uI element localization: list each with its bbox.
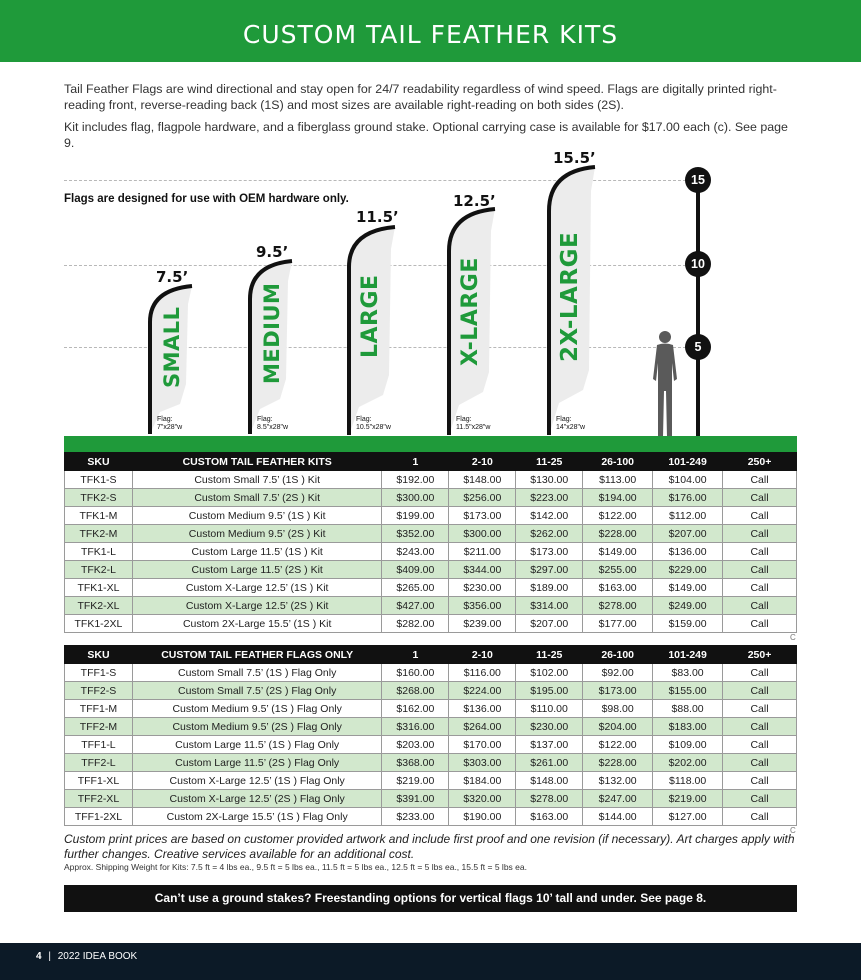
kits-header-row <box>65 453 797 471</box>
price-cell: $104.00 <box>653 471 723 489</box>
sku-cell: TFK2-L <box>65 561 133 579</box>
description-cell: Custom Medium 9.5’ (2S ) Kit <box>132 525 382 543</box>
kits-table-body <box>65 471 797 633</box>
flag-label-x-large: X-LARGE <box>458 257 483 366</box>
price-cell: $356.00 <box>449 597 516 615</box>
description-cell: Custom Large 11.5’ (2S ) Flag Only <box>132 754 382 772</box>
price-cell: $239.00 <box>449 615 516 633</box>
price-cell: $409.00 <box>382 561 449 579</box>
flag-caption-2x-large <box>556 416 585 432</box>
sku-cell: TFK1-L <box>65 543 133 561</box>
price-cell: $368.00 <box>382 754 449 772</box>
page-footer <box>0 943 861 980</box>
price-cell: $230.00 <box>449 579 516 597</box>
price-cell: $219.00 <box>382 772 449 790</box>
footer-separator: | <box>48 951 51 962</box>
price-cell: $116.00 <box>449 664 516 682</box>
kits-column-header-3: 2-10 <box>449 453 516 471</box>
sku-cell: TFF2-L <box>65 754 133 772</box>
price-cell: $224.00 <box>449 682 516 700</box>
kits-table-row <box>65 471 797 489</box>
sku-cell: TFF2-M <box>65 718 133 736</box>
price-cell: $352.00 <box>382 525 449 543</box>
caption-line: Flag: <box>356 416 372 423</box>
description-cell: Custom Large 11.5’ (1S ) Flag Only <box>132 736 382 754</box>
flag-label-small: SMALL <box>160 306 184 388</box>
price-cell: $223.00 <box>516 489 583 507</box>
price-cell: $427.00 <box>382 597 449 615</box>
sku-cell: TFF1-2XL <box>65 808 133 826</box>
price-cell: $219.00 <box>653 790 723 808</box>
description-cell: Custom Medium 9.5’ (2S ) Flag Only <box>132 718 382 736</box>
price-cell: $163.00 <box>583 579 653 597</box>
price-cell: $233.00 <box>382 808 449 826</box>
caption-line: Flag: <box>257 416 273 423</box>
flags-table-row <box>65 754 797 772</box>
flag-label-2x-large: 2X-LARGE <box>557 231 583 362</box>
sku-cell: TFK1-2XL <box>65 615 133 633</box>
kits-column-header-7: 250+ <box>723 453 797 471</box>
price-cell: $110.00 <box>516 700 583 718</box>
price-cell: $113.00 <box>583 471 653 489</box>
price-cell: $261.00 <box>516 754 583 772</box>
sku-cell: TFK2-XL <box>65 597 133 615</box>
footer-text <box>36 951 137 962</box>
price-cell: $207.00 <box>516 615 583 633</box>
price-cell: $229.00 <box>653 561 723 579</box>
price-cell: $176.00 <box>653 489 723 507</box>
caption-dims: 8.5"x28"w <box>257 424 289 431</box>
description-cell: Custom 2X-Large 15.5’ (1S ) Kit <box>132 615 382 633</box>
caption-dims: 10.5"x28"w <box>356 424 391 431</box>
price-cell: $149.00 <box>653 579 723 597</box>
price-cell: Call <box>723 772 797 790</box>
price-cell: $148.00 <box>449 471 516 489</box>
footer-book-title: 2022 IDEA BOOK <box>57 951 138 962</box>
flags-column-header-6: 101-249 <box>653 646 723 664</box>
kits-table-row <box>65 489 797 507</box>
price-cell: $211.00 <box>449 543 516 561</box>
flags-column-header-2: 1 <box>382 646 449 664</box>
price-cell: $303.00 <box>449 754 516 772</box>
flags-table-body <box>65 664 797 826</box>
price-cell: $344.00 <box>449 561 516 579</box>
price-cell: Call <box>723 597 797 615</box>
price-cell: $88.00 <box>653 700 723 718</box>
price-cell: Call <box>723 754 797 772</box>
kits-column-header-1: CUSTOM TAIL FEATHER KITS <box>132 453 382 471</box>
flags-table-row <box>65 718 797 736</box>
price-cell: Call <box>723 700 797 718</box>
flags-table-row <box>65 736 797 754</box>
flags-column-header-0: SKU <box>65 646 133 664</box>
price-cell: $202.00 <box>653 754 723 772</box>
price-cell: Call <box>723 543 797 561</box>
kits-column-header-4: 11-25 <box>516 453 583 471</box>
flags-table-row <box>65 700 797 718</box>
intro-text <box>64 81 794 157</box>
price-cell: Call <box>723 525 797 543</box>
price-cell: $228.00 <box>583 525 653 543</box>
price-cell: $173.00 <box>449 507 516 525</box>
price-cell: $83.00 <box>653 664 723 682</box>
intro-paragraph-2: Kit includes flag, flagpole hardware, and a fiberglass ground stake. Optional carrying case is available for $17.00 each (c). See page 9. <box>64 120 788 150</box>
price-cell: Call <box>723 682 797 700</box>
kits-table-row <box>65 615 797 633</box>
flags-column-header-7: 250+ <box>723 646 797 664</box>
price-cell: $130.00 <box>516 471 583 489</box>
pricing-note: Custom print prices are based on customer provided artwork and include first proof and one revision (if necessary). Art charges apply with further changes. Creative services available for an additional cost. <box>64 832 795 861</box>
description-cell: Custom Small 7.5’ (1S ) Kit <box>132 471 382 489</box>
price-cell: $102.00 <box>516 664 583 682</box>
kits-table-row <box>65 507 797 525</box>
kits-price-table <box>64 452 797 633</box>
description-cell: Custom Small 7.5’ (2S ) Kit <box>132 489 382 507</box>
page-title: CUSTOM TAIL FEATHER KITS <box>242 20 619 49</box>
kits-column-header-5: 26-100 <box>583 453 653 471</box>
description-cell: Custom Small 7.5’ (2S ) Flag Only <box>132 682 382 700</box>
price-cell: $320.00 <box>449 790 516 808</box>
intro-paragraph-1: Tail Feather Flags are wind directional and stay open for 24/7 readability regardless of wind speed. Flags are digitally printed right-reading front, reverse-reading back (1S) and most sizes are available right-reading on both sides (2S). <box>64 82 777 112</box>
price-cell: $160.00 <box>382 664 449 682</box>
price-cell: $184.00 <box>449 772 516 790</box>
sku-cell: TFK2-M <box>65 525 133 543</box>
price-cell: Call <box>723 471 797 489</box>
description-cell: Custom X-Large 12.5’ (2S ) Flag Only <box>132 790 382 808</box>
price-cell: Call <box>723 736 797 754</box>
kits-table-row <box>65 561 797 579</box>
price-cell: $297.00 <box>516 561 583 579</box>
flag-height-x-large: 12.5’ <box>453 192 496 210</box>
flag-label-large: LARGE <box>358 274 383 358</box>
kits-table-row <box>65 543 797 561</box>
price-cell: $256.00 <box>449 489 516 507</box>
scale-marker-5: 5 <box>685 334 711 360</box>
price-cell: $122.00 <box>583 736 653 754</box>
price-cell: $195.00 <box>516 682 583 700</box>
sku-cell: TFF2-S <box>65 682 133 700</box>
price-cell: $278.00 <box>516 790 583 808</box>
price-cell: $268.00 <box>382 682 449 700</box>
flag-height-large: 11.5’ <box>356 208 399 226</box>
price-cell: Call <box>723 561 797 579</box>
price-cell: $255.00 <box>583 561 653 579</box>
caption-line: Flag: <box>157 416 173 423</box>
flags-column-header-3: 2-10 <box>449 646 516 664</box>
caption-dims: 14"x28"w <box>556 424 586 431</box>
page-header <box>0 0 861 62</box>
sku-cell: TFK2-S <box>65 489 133 507</box>
price-cell: Call <box>723 615 797 633</box>
price-cell: $207.00 <box>653 525 723 543</box>
price-cell: $127.00 <box>653 808 723 826</box>
sku-cell: TFF1-XL <box>65 772 133 790</box>
flags-column-header-5: 26-100 <box>583 646 653 664</box>
scale-marker-15: 15 <box>685 167 711 193</box>
ground-bar <box>64 436 797 452</box>
price-cell: Call <box>723 790 797 808</box>
price-cell: $199.00 <box>382 507 449 525</box>
kits-table-row <box>65 597 797 615</box>
scale-marker-10: 10 <box>685 251 711 277</box>
description-cell: Custom Large 11.5’ (2S ) Kit <box>132 561 382 579</box>
flag-caption-small <box>157 416 182 432</box>
price-cell: $278.00 <box>583 597 653 615</box>
price-cell: Call <box>723 489 797 507</box>
scale-pole <box>696 170 700 436</box>
price-cell: $148.00 <box>516 772 583 790</box>
price-cell: $170.00 <box>449 736 516 754</box>
description-cell: Custom Medium 9.5’ (1S ) Kit <box>132 507 382 525</box>
caption-dims: 7"x28"w <box>157 424 183 431</box>
price-cell: $92.00 <box>583 664 653 682</box>
flag-height-medium: 9.5’ <box>256 243 289 261</box>
person-silhouette-icon <box>647 329 683 439</box>
flag-height-2x-large: 15.5’ <box>553 149 596 167</box>
flags-column-header-1: CUSTOM TAIL FEATHER FLAGS ONLY <box>132 646 382 664</box>
description-cell: Custom X-Large 12.5’ (1S ) Kit <box>132 579 382 597</box>
description-cell: Custom 2X-Large 15.5’ (1S ) Flag Only <box>132 808 382 826</box>
flags-only-price-table <box>64 645 797 826</box>
price-cell: $183.00 <box>653 718 723 736</box>
kits-column-header-0: SKU <box>65 453 133 471</box>
kits-case-mark: C <box>790 633 796 642</box>
price-cell: $149.00 <box>583 543 653 561</box>
flag-label-medium: MEDIUM <box>260 282 284 384</box>
price-cell: $300.00 <box>449 525 516 543</box>
price-cell: $173.00 <box>583 682 653 700</box>
flags-table-row <box>65 772 797 790</box>
sku-cell: TFK1-M <box>65 507 133 525</box>
price-cell: Call <box>723 579 797 597</box>
price-cell: $247.00 <box>583 790 653 808</box>
flag-caption-x-large <box>456 416 490 432</box>
price-cell: $228.00 <box>583 754 653 772</box>
sku-cell: TFK1-XL <box>65 579 133 597</box>
flags-header-row <box>65 646 797 664</box>
flags-table-row <box>65 790 797 808</box>
page-number: 4 <box>36 951 42 962</box>
description-cell: Custom X-Large 12.5’ (1S ) Flag Only <box>132 772 382 790</box>
oem-note: Flags are designed for use with OEM hardware only. <box>64 193 349 205</box>
price-cell: $144.00 <box>583 808 653 826</box>
flags-case-mark: C <box>790 826 796 835</box>
freestanding-banner: Can’t use a ground stakes? Freestanding options for vertical flags 10’ tall and under. See page 8. <box>64 885 797 912</box>
price-cell: $203.00 <box>382 736 449 754</box>
price-cell: Call <box>723 808 797 826</box>
price-cell: $192.00 <box>382 471 449 489</box>
price-cell: Call <box>723 664 797 682</box>
kits-table-row <box>65 525 797 543</box>
description-cell: Custom Small 7.5’ (1S ) Flag Only <box>132 664 382 682</box>
price-cell: $314.00 <box>516 597 583 615</box>
flags-column-header-4: 11-25 <box>516 646 583 664</box>
shipping-weight-note: Approx. Shipping Weight for Kits: 7.5 ft = 4 lbs ea., 9.5 ft = 5 lbs ea., 11.5 ft = 5 lbs ea., 12.5 ft = 5 lbs ea., 15.5 ft = 5 lbs ea. <box>64 862 527 872</box>
price-cell: $122.00 <box>583 507 653 525</box>
caption-dims: 11.5"x28"w <box>456 424 491 431</box>
flags-table-row <box>65 682 797 700</box>
sku-cell: TFK1-S <box>65 471 133 489</box>
price-cell: $391.00 <box>382 790 449 808</box>
sku-cell: TFF1-S <box>65 664 133 682</box>
price-cell: $98.00 <box>583 700 653 718</box>
price-cell: $262.00 <box>516 525 583 543</box>
price-cell: $177.00 <box>583 615 653 633</box>
price-cell: $132.00 <box>583 772 653 790</box>
price-cell: Call <box>723 718 797 736</box>
price-cell: $282.00 <box>382 615 449 633</box>
kits-column-header-6: 101-249 <box>653 453 723 471</box>
kits-column-header-2: 1 <box>382 453 449 471</box>
price-cell: $230.00 <box>516 718 583 736</box>
price-cell: $265.00 <box>382 579 449 597</box>
price-cell: $249.00 <box>653 597 723 615</box>
price-cell: $142.00 <box>516 507 583 525</box>
kits-table-row <box>65 579 797 597</box>
price-cell: $163.00 <box>516 808 583 826</box>
flag-height-small: 7.5’ <box>156 268 189 286</box>
caption-line: Flag: <box>456 416 472 423</box>
price-cell: Call <box>723 507 797 525</box>
price-cell: $264.00 <box>449 718 516 736</box>
flag-caption-medium <box>257 416 288 432</box>
price-cell: $112.00 <box>653 507 723 525</box>
description-cell: Custom Medium 9.5’ (1S ) Flag Only <box>132 700 382 718</box>
price-cell: $155.00 <box>653 682 723 700</box>
price-cell: $243.00 <box>382 543 449 561</box>
sku-cell: TFF1-L <box>65 736 133 754</box>
caption-line: Flag: <box>556 416 572 423</box>
price-cell: $118.00 <box>653 772 723 790</box>
price-cell: $316.00 <box>382 718 449 736</box>
price-cell: $204.00 <box>583 718 653 736</box>
price-cell: $136.00 <box>449 700 516 718</box>
description-cell: Custom Large 11.5’ (1S ) Kit <box>132 543 382 561</box>
price-cell: $194.00 <box>583 489 653 507</box>
price-cell: $173.00 <box>516 543 583 561</box>
price-cell: $137.00 <box>516 736 583 754</box>
price-cell: $162.00 <box>382 700 449 718</box>
price-cell: $159.00 <box>653 615 723 633</box>
description-cell: Custom X-Large 12.5’ (2S ) Kit <box>132 597 382 615</box>
price-cell: $136.00 <box>653 543 723 561</box>
sku-cell: TFF1-M <box>65 700 133 718</box>
sku-cell: TFF2-XL <box>65 790 133 808</box>
price-cell: $189.00 <box>516 579 583 597</box>
price-cell: $109.00 <box>653 736 723 754</box>
flags-table-row <box>65 664 797 682</box>
price-cell: $190.00 <box>449 808 516 826</box>
flags-table-row <box>65 808 797 826</box>
price-cell: $300.00 <box>382 489 449 507</box>
flag-caption-large <box>356 416 391 432</box>
